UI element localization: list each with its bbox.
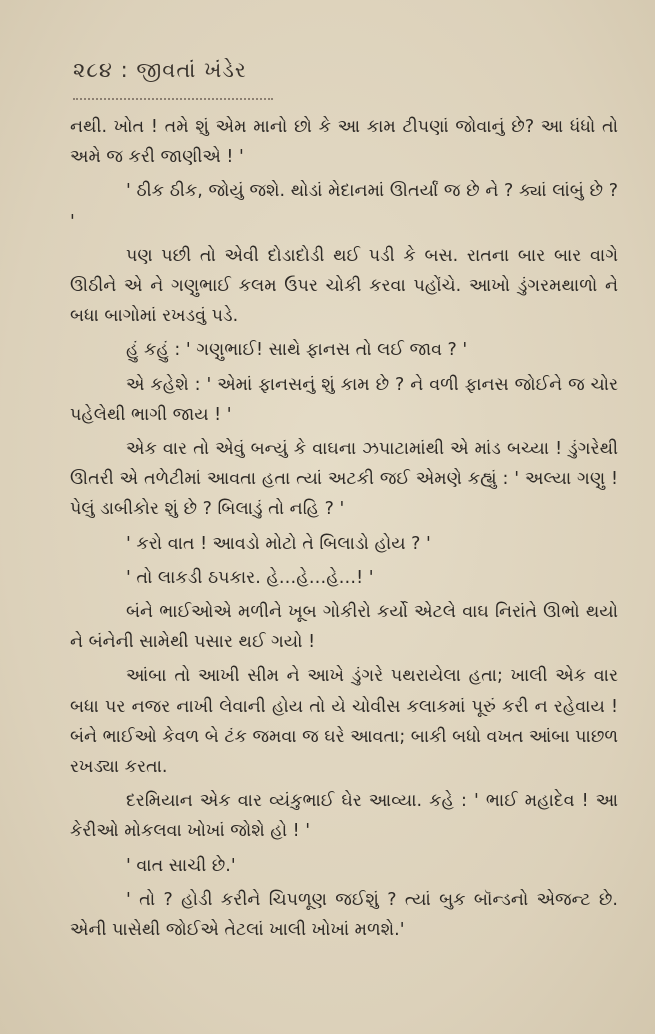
- header-decorative-rule: [73, 92, 273, 100]
- paragraph: એ કહેશે : ' એમાં ફાનસનું શું કામ છે ? ને વળી ફાનસ જોઈને જ ચોર પહેલેથી ભાગી જાય ! ': [70, 374, 618, 425]
- paragraph: ' ઠીક ઠીક, જોયું જશે. થોડાં મેદાનમાં ઊતર્યાં જ છે ને ? ક્યાં લાંબું છે ? ': [70, 181, 618, 232]
- paragraph: ' તો લાકડી ઠપકાર. હે…હે…હે…! ': [126, 567, 374, 588]
- paragraph: પણ પછી તો એવી દોડાદોડી થઈ પડી કે બસ. રાતના બાર બાર વાગે ઊઠીને એ ને ગણુભાઈ કલમ ઉપર ચોકી કરવા પહોંચે. આખો ડુંગરમથાળો ને બધા બાગોમાં રખડવું પડે.: [70, 245, 618, 327]
- page-number: ૨૮૪: [73, 58, 113, 82]
- book-title: જીવતાં ખંડેર: [136, 58, 247, 82]
- header-separator: :: [120, 58, 129, 82]
- paragraph: દરમિયાન એક વાર વ્યંકુભાઈ ઘેર આવ્યા. કહે : ' ભાઈ મહાદેવ ! આ કેરીઓ મોકલવા ખોખાં જોશે હો ! ': [70, 791, 618, 842]
- paragraph: નથી. ખોત ! તમે શું એમ માનો છો કે આ કામ ટીપણાં જોવાનું છે? આ ધંધો તો અમે જ કરી જાણીએ ! ': [70, 117, 618, 168]
- body-text: [70, 112, 618, 949]
- running-header: [73, 58, 247, 83]
- paragraph: હું કહું : ' ગણુભાઈ! સાથે ફાનસ તો લઈ જાવ ? ': [126, 340, 468, 361]
- paragraph: ' વાત સાચી છે.': [126, 855, 236, 876]
- paragraph: આંબા તો આખી સીમ ને આખે ડુંગરે પથરાયેલા હતા; ખાલી એક વાર બધા પર નજર નાખી લેવાની હોય તો યે ચોવીસ કલાકમાં પૂરું કરી ન રહેવાય ! બંને ભાઈઓ કેવળ બે ટંક જમવા જ ઘરે આવતા; બાકી બધો વખત આંબા પાછળ રખડ્યા કરતા.: [70, 666, 618, 778]
- paragraph: એક વાર તો એવું બન્યું કે વાઘના ઝપાટામાંથી એ માંડ બચ્યા ! ડુંગરેથી ઊતરી એ તળેટીમાં આવતા હતા ત્યાં અટકી જઈ એમણે કહ્યું : ' અલ્યા ગણુ ! પેલું ડાબીકોર શું છે ? બિલાડું તો નહિ ? ': [70, 439, 618, 520]
- paragraph: ' તો ? હોડી કરીને ચિપળૂણ જઈશું ? ત્યાં બુક બૉન્ડનો એજન્ટ છે. એની પાસેથી જોઈએ તેટલાં ખાલી ખોખાં મળશે.': [70, 889, 618, 941]
- paragraph: ' કરો વાત ! આવડો મોટો તે બિલાડો હોય ? ': [126, 533, 431, 554]
- paragraph: બંને ભાઈઓએ મળીને ખૂબ ગોકીરો કર્યો એટલે વાઘ નિરાંતે ઊભો થયો ને બંનેની સામેથી પસાર થઈ ગયો !: [70, 602, 618, 653]
